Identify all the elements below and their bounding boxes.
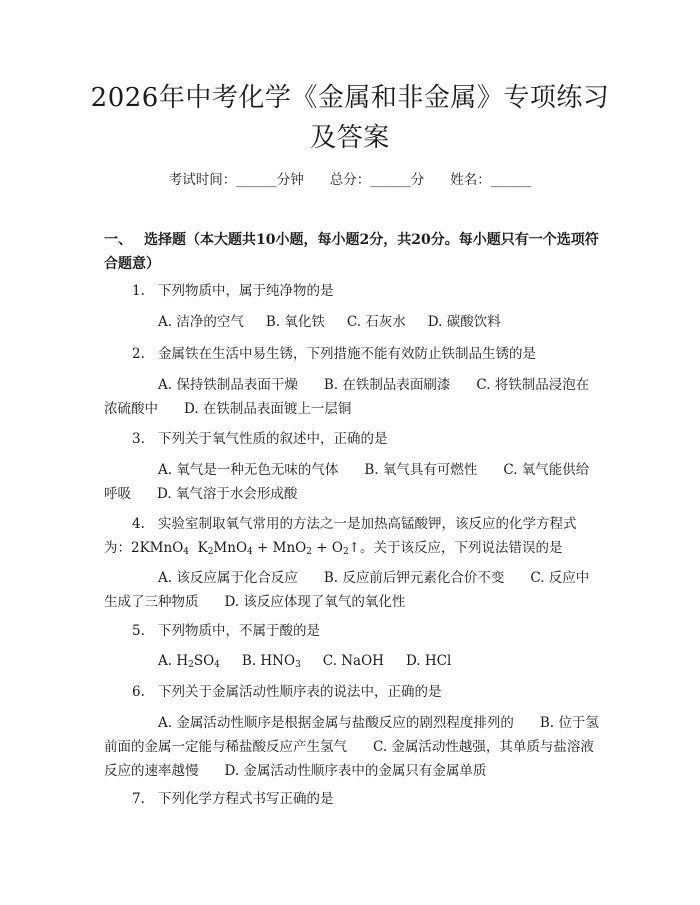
question-number: 4. [132, 516, 145, 532]
option-c: C. NaOH [322, 653, 384, 669]
question-number: 7. [132, 791, 145, 807]
student-name-field: 姓名：______ [450, 172, 532, 188]
subscript: 2 [306, 547, 312, 557]
option-b-text: B. HNO [241, 653, 296, 669]
subscript: 4 [183, 547, 189, 557]
subscript: 2 [188, 660, 194, 670]
option-a: A. 金属活动性顺序是根据金属与盐酸反应的剧烈程度排列的 [158, 715, 514, 731]
subscript: 4 [214, 660, 220, 670]
question-number: 2. [132, 346, 145, 362]
page-title: 2026年中考化学《金属和非金属》专项练习及答案 [90, 83, 610, 153]
option-d: D. 金属活动性顺序表中的金属只有金属单质 [224, 763, 487, 779]
question-stem-part: ↑。关于该反应，下列说法错误的是 [348, 540, 563, 556]
question-stem: 下列关于氧气性质的叙述中，正确的是 [158, 431, 388, 447]
question-4-options [104, 566, 600, 614]
question-number: 3. [132, 431, 145, 447]
option-b: B. 位于氢前面的金属一定能与稀盐酸反应产生氢气 [104, 715, 599, 755]
option-c: C. 氧气能供给呼吸 [104, 462, 590, 502]
question-stem: 金属铁在生活中易生锈，下列措施不能有效防止铁制品生锈的是 [158, 346, 536, 362]
question-stem-part: MnO [213, 540, 248, 556]
option-d: D. HCl [405, 653, 452, 669]
option-d: D. 在铁制品表面镀上一层铜 [184, 401, 352, 417]
question-2-options [104, 373, 600, 421]
option-c: C. 金属活动性越强，其单质与盐溶液反应的速率越慢 [104, 739, 594, 779]
question-number: 6. [132, 684, 145, 700]
option-b: B. 氧化铁 [265, 314, 325, 330]
subscript: 2 [207, 547, 214, 557]
option-a: A. 氧气是一种无色无味的气体 [158, 462, 339, 478]
question-6-options [104, 711, 600, 783]
option-d: D. 碳酸饮料 [427, 314, 501, 330]
question-5 [104, 620, 600, 642]
question-stem-part: 实验室制取氧气常用的方法之一是加热高锰酸钾，该反应的化学方程式为：2KMnO [104, 516, 577, 556]
option-b: B. 氧气具有可燃性 [364, 462, 478, 478]
question-stem-part: + MnO [252, 540, 307, 556]
option-a: A. 洁净的空气 [158, 314, 244, 330]
section-number: 一、 [104, 232, 132, 248]
option-a-text: SO [193, 653, 215, 669]
option-c: C. 反应中生成了三种物质 [104, 570, 590, 610]
option-b [242, 653, 301, 669]
option-a-text: A. H [158, 653, 189, 669]
exam-time-field: 考试时间：______分钟 [168, 172, 304, 188]
question-6 [104, 681, 600, 703]
question-stem: 下列化学方程式书写正确的是 [158, 791, 334, 807]
question-3-options [104, 458, 600, 506]
question-stem-part: + O [311, 540, 343, 556]
question-2 [104, 343, 600, 365]
question-stem: 下列物质中，不属于酸的是 [158, 623, 320, 639]
question-number: 1. [132, 283, 145, 299]
option-a: A. 该反应属于化合反应 [158, 570, 298, 586]
question-3 [104, 428, 600, 450]
question-4 [104, 512, 600, 564]
subscript: 3 [295, 660, 301, 670]
question-1-options [104, 310, 600, 334]
question-stem-part: K [197, 540, 208, 556]
option-b: B. 在铁制品表面刷漆 [323, 377, 451, 393]
question-stem: 下列关于金属活动性顺序表的说法中，正确的是 [158, 684, 442, 700]
section-heading [104, 228, 600, 276]
section-text: 选择题（本大题共10小题，每小题2分，共20分。每小题只有一个选项符合题意） [104, 232, 599, 272]
option-a: A. 保持铁制品表面干燥 [158, 377, 298, 393]
question-number: 5. [132, 623, 145, 639]
option-c: C. 将铁制品浸泡在浓硫酸中 [104, 377, 590, 417]
subscript: 2 [342, 547, 349, 557]
option-c: C. 石灰水 [346, 314, 406, 330]
question-stem: 下列物质中，属于纯净物的是 [158, 283, 334, 299]
total-score-field: 总分：______分 [329, 172, 425, 188]
question-7 [104, 788, 600, 810]
question-1 [104, 280, 600, 302]
subscript: 4 [247, 547, 253, 557]
question-5-options [104, 649, 600, 677]
option-d: D. 该反应体现了氧气的氧化性 [224, 594, 406, 610]
exam-meta [0, 170, 700, 190]
option-a [158, 653, 220, 669]
option-d: D. 氧气溶于水会形成酸 [157, 486, 298, 502]
option-b: B. 反应前后钾元素化合价不变 [323, 570, 505, 586]
